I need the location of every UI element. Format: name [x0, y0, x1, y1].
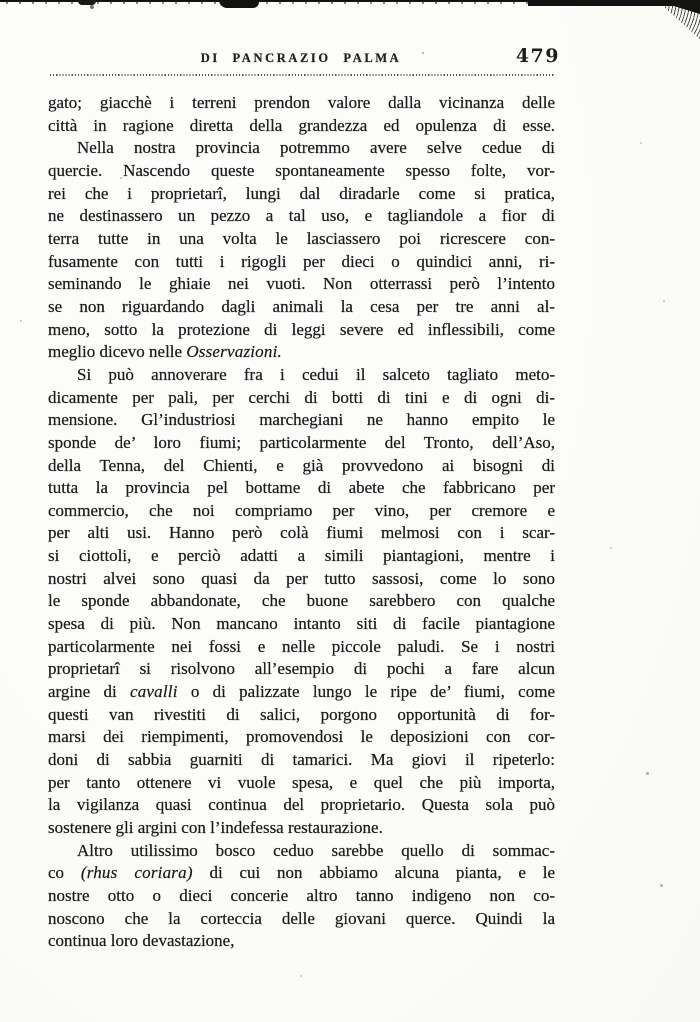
- text-segment: Nella nostra provincia potremmo avere selve cedue di: [77, 138, 555, 158]
- text-segment: la vigilanza quasi continua del proprietario. Questa sola può: [48, 795, 555, 815]
- text-segment: o di palizzate lungo le ripe de’ fiumi, come: [177, 682, 555, 702]
- text-line: [48, 455, 555, 478]
- text-segment: dicamente per pali, per cerchi di botti di tini e di ogni di-: [48, 387, 555, 407]
- scan-speck: [90, 5, 94, 9]
- text-line: [48, 296, 555, 319]
- text-line: [48, 636, 555, 659]
- text-line: [48, 228, 555, 251]
- text-segment: gato; giacchè i terreni prendon valore dalla vicinanza delle: [48, 93, 555, 112]
- scan-artifact-blob: [78, 0, 96, 5]
- text-line: [48, 930, 555, 953]
- text-line: [48, 658, 555, 681]
- text-segment: fusamente con tutti i rigogli per dieci o quindici anni, ri-: [48, 251, 555, 271]
- header-dotted-rule: [50, 74, 554, 76]
- text-segment: (rhus coriara): [80, 863, 193, 883]
- text-segment: commercio, che noi compriamo per vino, per cremore e: [48, 500, 555, 520]
- text-segment: nostri alvei sono quasi da per tutto sassosi, come lo sono: [48, 568, 555, 588]
- text-segment: sponde de’ loro fiumi; particolarmente del Tronto, dell’Aso,: [48, 432, 555, 452]
- text-line: [48, 432, 555, 455]
- text-line: [48, 341, 555, 364]
- text-segment: si ciottoli, e perciò adatti a simili piantagioni, mentre i: [48, 546, 555, 566]
- text-segment: se non riguardando dagli animali la cesa per tre anni al-: [48, 296, 555, 316]
- scan-speck: [610, 547, 612, 549]
- text-line: [48, 205, 555, 228]
- text-segment: meglio dicevo nelle: [48, 342, 187, 362]
- text-segment: co: [48, 863, 81, 883]
- text-segment: Osservazioni.: [186, 342, 282, 362]
- text-line: [48, 613, 555, 636]
- page-number: 479: [515, 45, 560, 67]
- text-segment: Altro utilissimo bosco ceduo sarebbe quello di sommac-: [77, 840, 555, 860]
- scan-artifact-corner-speckles: [634, 0, 700, 48]
- text-segment: per alti usi. Hanno però colà fiumi melmosi con i scar-: [48, 523, 555, 543]
- running-header: [48, 45, 560, 69]
- text-line: [48, 409, 555, 432]
- text-line: [48, 885, 555, 908]
- text-line: [48, 522, 555, 545]
- text-line: [48, 364, 555, 387]
- scan-speck: [640, 142, 642, 144]
- text-line: [48, 477, 555, 500]
- text-line: [48, 794, 555, 817]
- scan-artifact-blob: [219, 0, 259, 8]
- text-line: [48, 545, 555, 568]
- text-segment: argine di: [48, 682, 130, 702]
- text-line: [48, 817, 555, 840]
- text-segment: particolarmente nei fossi e nelle piccole paludi. Se i nostri: [48, 636, 555, 656]
- text-line: [48, 387, 555, 410]
- text-segment: quercie. Nascendo queste spontaneamente spesso folte, vor-: [48, 160, 555, 180]
- text-segment: della Tenna, del Chienti, e già provvedono ai bisogni di: [48, 455, 555, 475]
- scan-speck: [660, 884, 663, 887]
- text-segment: continua loro devastazione,: [48, 931, 235, 951]
- scan-speck: [300, 975, 302, 977]
- text-line: [48, 183, 555, 206]
- text-line: [48, 500, 555, 523]
- text-segment: terra tutte in una volta le lasciassero poi ricrescere con-: [48, 228, 555, 248]
- text-line: [48, 840, 555, 863]
- text-segment: doni di sabbia guarniti di tamarici. Ma giovi il ripeterlo:: [48, 750, 555, 770]
- text-line: [48, 590, 555, 613]
- text-line: [48, 772, 555, 795]
- text-segment: rei che i proprietarî, lungi dal diradarle come si pratica,: [48, 183, 555, 203]
- text-segment: sostenere gli argini con l’indefessa restaurazione.: [48, 818, 383, 837]
- text-segment: di cui non abbiamo alcuna pianta, e le: [192, 863, 555, 883]
- text-line: [48, 704, 555, 727]
- scan-speck: [20, 320, 22, 322]
- text-segment: nostre otto o dieci concerie altro tanno indigeno non co-: [48, 885, 555, 905]
- text-segment: le sponde abbandonate, che buone sarebbero con qualche: [48, 591, 555, 611]
- text-segment: noscono che la corteccia delle giovani querce. Quindi la: [48, 908, 555, 928]
- text-segment: spesa di più. Non mancano intanto siti di facile piantagione: [48, 614, 555, 634]
- body-text: [48, 92, 555, 953]
- text-line: [48, 749, 555, 772]
- text-line: [48, 273, 555, 296]
- scan-speck: [646, 772, 649, 775]
- text-line: [48, 92, 555, 115]
- text-segment: proprietarî si risolvono all’esempio di pochi a fare alcun: [48, 659, 555, 679]
- text-segment: mensione. Gl’industriosi marchegiani ne hanno empito le: [48, 410, 555, 430]
- text-line: [48, 160, 555, 183]
- text-line: [48, 568, 555, 591]
- text-line: [48, 251, 555, 274]
- text-segment: marsi dei riempimenti, promovendosi le deposizioni con cor-: [48, 727, 555, 747]
- text-segment: questi van rivestiti di salici, porgono opportunità di for-: [48, 704, 555, 724]
- text-segment: città in ragione diretta della grandezza ed opulenza di esse.: [48, 115, 555, 135]
- text-segment: cavalli: [129, 682, 178, 702]
- text-segment: tutta la provincia pel bottame di abete che fabbricano per: [48, 478, 555, 498]
- text-line: [48, 137, 555, 160]
- text-line: [48, 908, 555, 931]
- text-segment: seminando le ghiaie nei vuoti. Non otterrassi però l’intento: [48, 274, 555, 294]
- running-header-title: DI PANCRAZIO PALMA: [200, 51, 402, 65]
- scan-speck: [663, 300, 665, 302]
- text-line: [48, 115, 555, 138]
- text-segment: meno, sotto la protezione di leggi severe ed inflessibili, come: [48, 319, 555, 339]
- text-line: [48, 726, 555, 749]
- text-line: [48, 862, 555, 885]
- text-line: [48, 319, 555, 342]
- text-segment: Si può annoverare fra i cedui il salceto tagliato meto-: [77, 364, 555, 384]
- text-segment: per tanto ottenere vi vuole spesa, e quel che più importa,: [48, 772, 555, 792]
- text-line: [48, 681, 555, 704]
- text-segment: ne destinassero un pezzo a tal uso, e tagliandole a fior di: [48, 206, 555, 226]
